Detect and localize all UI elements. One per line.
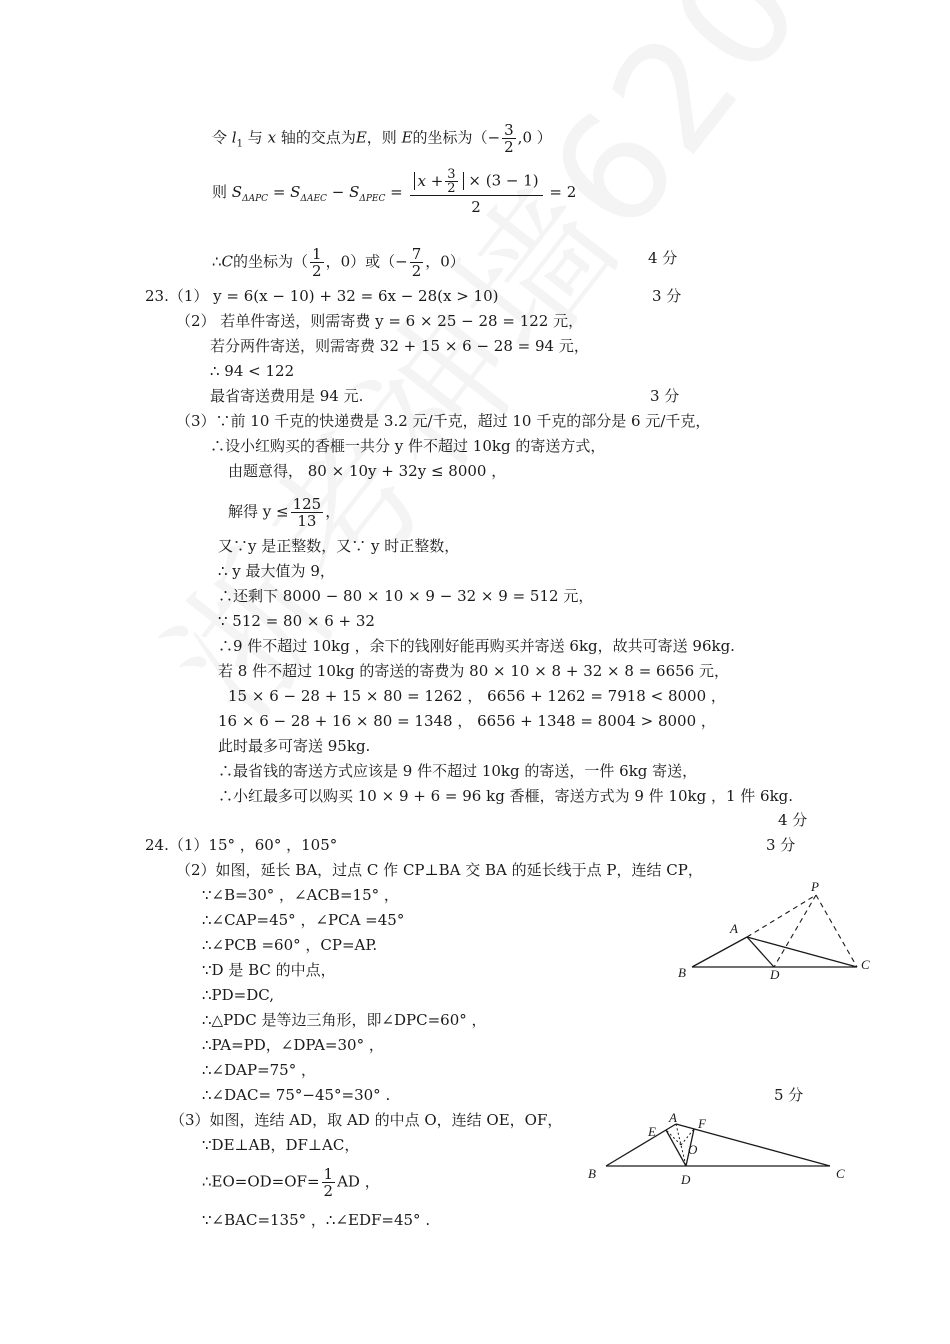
figure-triangle-p (670, 875, 880, 985)
q24-part2: （2）如图，延长 BA，过点 C 作 CP⊥BA 交 BA 的延长线于点 P，连结 CP， (176, 861, 703, 879)
label-e: E (648, 1124, 656, 1139)
q23-line: 又∵y 是正整数，又∵ y 时正整数， (218, 537, 460, 555)
label-o: O (688, 1142, 698, 1157)
label-c: C (836, 1166, 845, 1181)
q23-line: ∴9 件不超过 10kg ，余下的钱刚好能再购买并寄送 6kg，故共可寄送 96kg. (218, 637, 735, 655)
segment-pc (816, 895, 857, 967)
q22-line-1: 令 $l_1$ 与 x 轴的交点为E，则 E的坐标为（− $\frac{3}{2}$ ,0 ） (212, 121, 552, 156)
q24-line: ∴∠DAC= 75°−45°=30° . (202, 1086, 391, 1104)
q23-part1: 23.（1） y = 6(x − 10) + 32 = 6x − 28(x > 10) (145, 287, 499, 305)
score-q24-2: 5 分 (774, 1086, 804, 1104)
score-q23-2: 3 分 (650, 387, 680, 405)
q23-line: 若分两件寄送，则需寄费 32 + 15 × 6 − 28 = 94 元， (210, 337, 589, 355)
label-a: A (669, 1110, 677, 1125)
q23-line: 15 × 6 − 28 + 15 × 80 = 1262 ， 6656 + 1262 = 7918 < 8000 ， (228, 687, 726, 705)
q23-line: 由题意得， 80 × 10y + 32y ≤ 8000 ， (228, 462, 507, 480)
segment-ac (747, 937, 857, 967)
q23-line: ∴ 94 < 122 (210, 362, 295, 380)
label-d: D (681, 1172, 691, 1187)
segment-ap (747, 895, 816, 937)
label-c: C (861, 957, 870, 972)
q24-line: ∵∠BAC=135° ，∴∠EDF=45° . (202, 1211, 431, 1229)
label-f: F (698, 1116, 706, 1131)
segment-ba (692, 937, 747, 967)
q24-line: ∵DE⊥AB，DF⊥AC， (202, 1136, 360, 1154)
q23-line: 最省寄送费用是 94 元. (210, 387, 364, 405)
q23-line: ∴设小红购买的香榧一共分 y 件不超过 10kg 的寄送方式， (210, 437, 606, 455)
label-a: A (730, 921, 738, 936)
label-b: B (588, 1166, 596, 1181)
label-b: B (678, 965, 686, 980)
q23-line: ∴ y 最大值为 9， (218, 562, 335, 580)
score-q22: 4 分 (648, 249, 678, 267)
q24-line: ∵∠B=30° ，∠ACB=15° ， (202, 886, 399, 904)
score-q23-3: 4 分 (778, 811, 808, 829)
q24-line: ∴∠DAP=75° ， (202, 1061, 316, 1079)
q23-part2: （2） 若单件寄送，则需寄费 y = 6 × 25 − 28 = 122 元， (176, 312, 584, 330)
q23-line: 解得 y ≤ $\frac{125}{13}$ ， (228, 495, 341, 530)
label-d: D (770, 967, 780, 982)
q24-line: ∴∠PCB =60° ，CP=AP. (202, 936, 378, 954)
q23-line: ∵ 512 = 80 × 6 + 32 (218, 612, 375, 630)
score-q23-1: 3 分 (652, 287, 682, 305)
q23-line: 16 × 6 − 28 + 16 × 80 = 1348 ， 6656 + 1348 = 8004 > 8000 ， (218, 712, 716, 730)
q23-line: 若 8 件不超过 10kg 的寄送的寄费为 80 × 10 × 8 + 32 × 8 = 6656 元， (218, 662, 729, 680)
q23-line: ∴还剩下 8000 − 80 × 10 × 9 − 32 × 9 = 512 元， (218, 587, 594, 605)
segment-pd (774, 895, 816, 967)
q22-line-3: ∴C的坐标为（ $\frac{1}{2}$ ，0）或（− $\frac{7}{2}$ ，0） (212, 245, 465, 280)
q24-line: ∴∠CAP=45° ，∠PCA =45° (202, 911, 405, 929)
q24-line: ∵D 是 BC 的中点， (202, 961, 336, 979)
q24-line: ∴PA=PD，∠DPA=30° ， (202, 1036, 384, 1054)
q23-line: ∴最省钱的寄送方式应该是 9 件不超过 10kg 的寄送，一件 6kg 寄送， (218, 762, 698, 780)
q24-part3: （3）如图，连结 AD，取 AD 的中点 O，连结 OE，OF， (170, 1111, 563, 1129)
q23-part3: （3）∵前 10 千克的快递费是 3.2 元/千克，超过 10 千克的部分是 6 元/千克， (176, 412, 711, 430)
q22-line-2: 则 $S_{\Delta APC} = S_{\Delta AEC} - S_{\Delta PEC}$ = x + $\frac{3}{2}$ × (3 − 1) 2 = 2 (212, 167, 577, 216)
q24-line: ∴PD=DC, (202, 986, 274, 1004)
q24-line: ∴△PDC 是等边三角形，即∠DPC=60° ， (202, 1011, 487, 1029)
segment-ad (747, 937, 774, 967)
score-q24-1: 3 分 (766, 836, 796, 854)
q23-line: ∴小红最多可以购买 10 × 9 + 6 = 96 kg 香榧，寄送方式为 9 件 10kg ，1 件 6kg. (218, 787, 794, 805)
q23-line: 此时最多可寄送 95kg. (218, 737, 371, 755)
q24-line: ∴EO=OD=OF= $\frac{1}{2}$ AD ， (202, 1165, 380, 1200)
figure-triangle-o (580, 1108, 860, 1190)
segment-de (666, 1130, 686, 1166)
q24-part1: 24.（1）15° ，60° ，105° (145, 836, 338, 854)
label-p: P (811, 879, 819, 894)
